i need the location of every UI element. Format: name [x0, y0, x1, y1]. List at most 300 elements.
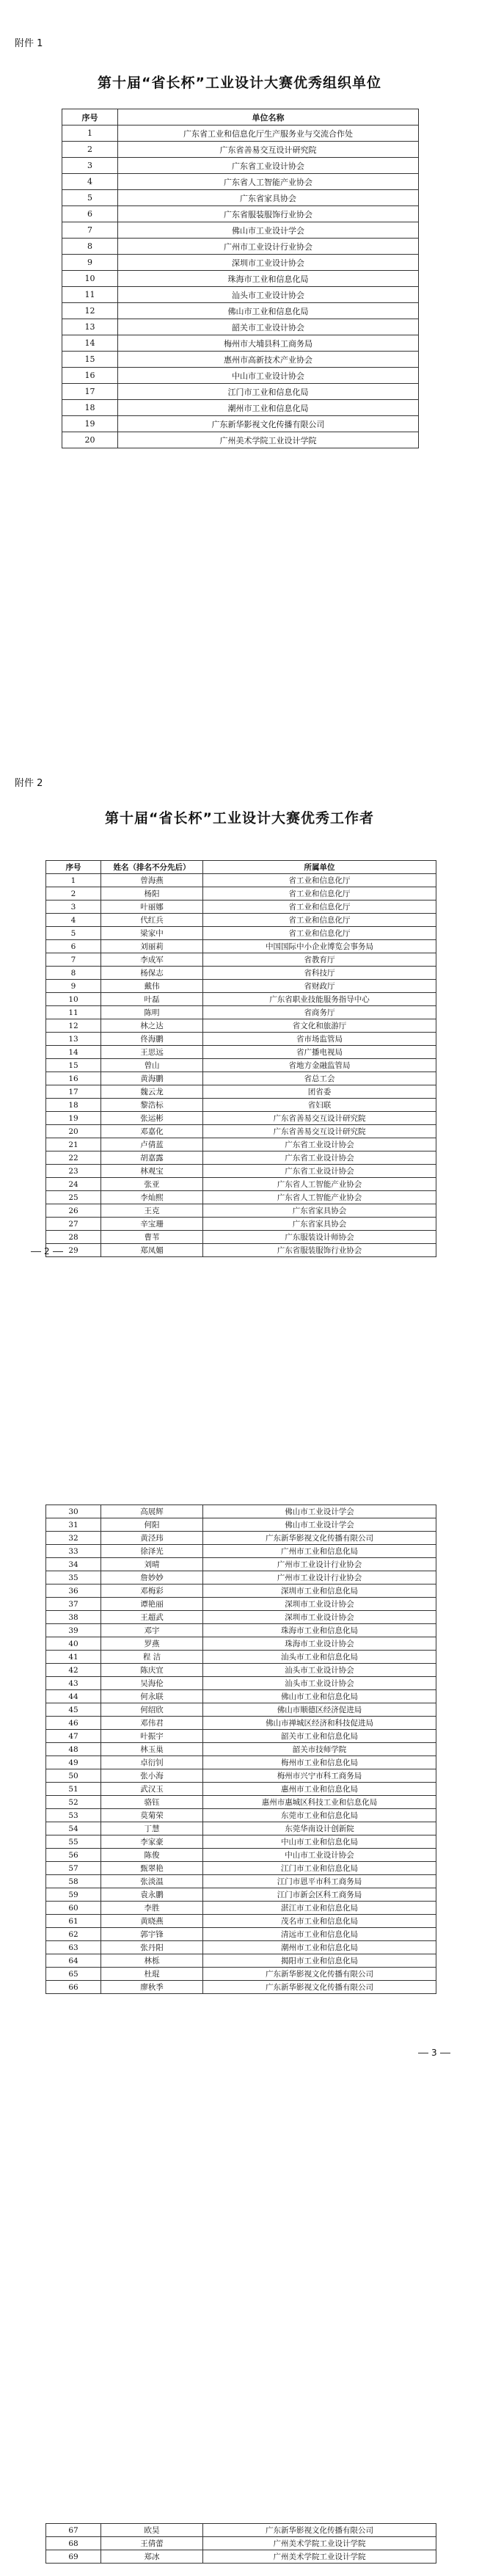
table-row [46, 1796, 436, 1809]
cell-index: 63 [46, 1941, 101, 1954]
cell-affiliation: 惠州市工业和信息化局 [203, 1783, 436, 1796]
table-row [46, 1888, 436, 1902]
cell-name: 何绍欣 [101, 1703, 203, 1717]
table-row [46, 953, 436, 967]
cell-affiliation: 省市场监管局 [203, 1033, 436, 1046]
table-row [46, 1756, 436, 1769]
cell-name: 黄泾玮 [101, 1532, 203, 1545]
table-row [62, 432, 419, 448]
table-row [46, 1717, 436, 1730]
cell-name: 陈庆宜 [101, 1664, 203, 1677]
table-row [62, 190, 419, 206]
cell-affiliation: 潮州市工业和信息化局 [203, 1941, 436, 1954]
table-row [46, 1598, 436, 1611]
cell-index: 19 [46, 1112, 101, 1125]
cell-affiliation: 广州市工业和信息化局 [203, 1545, 436, 1558]
cell-index: 50 [46, 1769, 101, 1783]
cell-index: 30 [46, 1505, 101, 1518]
cell-name: 王克 [101, 1204, 203, 1218]
cell-index: 32 [46, 1532, 101, 1545]
cell-index: 6 [62, 206, 118, 222]
cell-name: 曾海燕 [101, 874, 203, 887]
table-row [46, 1611, 436, 1624]
cell-index: 66 [46, 1981, 101, 1994]
table-row [46, 1178, 436, 1191]
cell-index: 20 [46, 1125, 101, 1138]
cell-organization: 汕头市工业设计协会 [118, 287, 419, 303]
attachment-2-label: 附件 2 [15, 778, 43, 789]
cell-index: 57 [46, 1862, 101, 1875]
cell-affiliation: 揭阳市工业和信息化局 [203, 1954, 436, 1968]
table-row [62, 206, 419, 222]
cell-name: 邓嘉化 [101, 1125, 203, 1138]
cell-name: 李家豪 [101, 1835, 203, 1849]
cell-name: 詹妙妙 [101, 1571, 203, 1584]
cell-name: 李胜 [101, 1902, 203, 1915]
cell-organization: 深圳市工业设计协会 [118, 255, 419, 271]
table-row [46, 1664, 436, 1677]
cell-organization: 广东省工业设计协会 [118, 158, 419, 174]
organizations-table [62, 109, 419, 448]
cell-affiliation: 江门市新会区科工商务局 [203, 1888, 436, 1902]
cell-organization: 潮州市工业和信息化局 [118, 400, 419, 416]
cell-name: 黄晓燕 [101, 1915, 203, 1928]
table-row [46, 2524, 436, 2537]
cell-index: 69 [46, 2550, 101, 2564]
cell-affiliation: 珠海市工业和信息化局 [203, 1624, 436, 1637]
table-row [46, 993, 436, 1006]
cell-affiliation: 佛山市工业设计学会 [203, 1505, 436, 1518]
cell-name: 吴海伦 [101, 1677, 203, 1690]
table-row [46, 1231, 436, 1244]
cell-index: 47 [46, 1730, 101, 1743]
cell-affiliation: 省广播电视局 [203, 1046, 436, 1059]
cell-affiliation: 广东省工业设计协会 [203, 1138, 436, 1151]
cell-name: 辛宝珊 [101, 1218, 203, 1231]
cell-affiliation: 江门市恩平市科工商务局 [203, 1875, 436, 1888]
cell-index: 24 [46, 1178, 101, 1191]
table-row [46, 1006, 436, 1019]
table-row [46, 2537, 436, 2550]
cell-name: 李灿熙 [101, 1191, 203, 1204]
cell-name: 廖秋季 [101, 1981, 203, 1994]
table-row [46, 1677, 436, 1690]
cell-affiliation: 广东省人工智能产业协会 [203, 1191, 436, 1204]
cell-organization: 广东省服装服饰行业协会 [118, 206, 419, 222]
table-row [46, 1218, 436, 1231]
cell-index: 14 [46, 1046, 101, 1059]
table-row [46, 1783, 436, 1796]
header-affiliation: 所属单位 [203, 861, 436, 874]
cell-index: 10 [62, 271, 118, 287]
table-row [62, 142, 419, 158]
cell-name: 陈俊 [101, 1849, 203, 1862]
cell-index: 56 [46, 1849, 101, 1862]
cell-index: 40 [46, 1637, 101, 1651]
cell-name: 卓衍钊 [101, 1756, 203, 1769]
cell-index: 26 [46, 1204, 101, 1218]
cell-affiliation: 茂名市工业和信息化局 [203, 1915, 436, 1928]
cell-index: 5 [46, 927, 101, 940]
cell-affiliation: 广东省家具协会 [203, 1218, 436, 1231]
cell-affiliation: 广东新华影视文化传播有限公司 [203, 1968, 436, 1981]
cell-name: 张淡温 [101, 1875, 203, 1888]
table-row [46, 1862, 436, 1875]
table-row [62, 174, 419, 190]
cell-index: 59 [46, 1888, 101, 1902]
cell-name: 邓宇 [101, 1624, 203, 1637]
cell-name: 徐泽光 [101, 1545, 203, 1558]
workers-table-page-3 [45, 2523, 436, 2564]
cell-organization: 广东省善易交互设计研究院 [118, 142, 419, 158]
cell-affiliation: 梅州市兴宁市科工商务局 [203, 1769, 436, 1783]
header-index: 序号 [62, 109, 118, 125]
cell-affiliation: 广东省善易交互设计研究院 [203, 1125, 436, 1138]
cell-affiliation: 梅州市工业和信息化局 [203, 1756, 436, 1769]
table-row [62, 352, 419, 368]
cell-affiliation: 汕头市工业设计协会 [203, 1664, 436, 1677]
cell-organization: 惠州市高新技术产业协会 [118, 352, 419, 368]
table-row [46, 1112, 436, 1125]
table-row [46, 1809, 436, 1822]
cell-name: 郑凤媚 [101, 1244, 203, 1257]
cell-index: 14 [62, 335, 118, 352]
cell-index: 17 [46, 1085, 101, 1099]
cell-name: 谭艳丽 [101, 1598, 203, 1611]
cell-index: 8 [62, 239, 118, 255]
cell-name: 罗燕 [101, 1637, 203, 1651]
table-row [46, 1151, 436, 1165]
cell-index: 67 [46, 2524, 101, 2537]
table-row [62, 303, 419, 319]
cell-index: 62 [46, 1928, 101, 1941]
table-row [62, 384, 419, 400]
cell-affiliation: 东莞市工业和信息化局 [203, 1809, 436, 1822]
cell-affiliation: 广州美术学院工业设计学院 [203, 2550, 436, 2564]
cell-index: 54 [46, 1822, 101, 1835]
cell-index: 41 [46, 1651, 101, 1664]
cell-index: 61 [46, 1915, 101, 1928]
cell-index: 33 [46, 1545, 101, 1558]
cell-organization: 梅州市大埔县科工商务局 [118, 335, 419, 352]
cell-affiliation: 广东新华影视文化传播有限公司 [203, 1532, 436, 1545]
cell-affiliation: 省教育厅 [203, 953, 436, 967]
table-row [46, 1730, 436, 1743]
cell-name: 叶丽娜 [101, 900, 203, 914]
cell-organization: 珠海市工业和信息化局 [118, 271, 419, 287]
table-row [46, 1624, 436, 1637]
cell-affiliation: 中山市工业和信息化局 [203, 1835, 436, 1849]
cell-index: 18 [62, 400, 118, 416]
cell-name: 黄海鹏 [101, 1072, 203, 1085]
cell-index: 13 [62, 319, 118, 335]
cell-index: 18 [46, 1099, 101, 1112]
cell-index: 19 [62, 416, 118, 432]
table-row [46, 1125, 436, 1138]
cell-name: 武汉玉 [101, 1783, 203, 1796]
cell-name: 梁家中 [101, 927, 203, 940]
table-row [62, 368, 419, 384]
cell-affiliation: 江门市工业和信息化局 [203, 1862, 436, 1875]
table-row [62, 271, 419, 287]
header-name: 姓名（排名不分先后） [101, 861, 203, 874]
cell-index: 37 [46, 1598, 101, 1611]
cell-affiliation: 广东新华影视文化传播有限公司 [203, 1981, 436, 1994]
cell-name: 佟海鹏 [101, 1033, 203, 1046]
cell-name: 戴伟 [101, 980, 203, 993]
cell-name: 邓伟君 [101, 1717, 203, 1730]
cell-index: 44 [46, 1690, 101, 1703]
cell-index: 17 [62, 384, 118, 400]
cell-affiliation: 惠州市惠城区科技工业和信息化局 [203, 1796, 436, 1809]
cell-affiliation: 广州市工业设计行业协会 [203, 1558, 436, 1571]
table-row [46, 1505, 436, 1518]
cell-name: 高展辉 [101, 1505, 203, 1518]
cell-index: 53 [46, 1809, 101, 1822]
cell-index: 8 [46, 967, 101, 980]
cell-index: 7 [46, 953, 101, 967]
cell-name: 何阳 [101, 1518, 203, 1532]
table-row [46, 1941, 436, 1954]
award-organizations-title: 第十届“省长杯”工业设计大赛优秀组织单位 [98, 75, 381, 91]
table-row [46, 1099, 436, 1112]
cell-affiliation: 中山市工业设计协会 [203, 1849, 436, 1862]
cell-name: 曾山 [101, 1059, 203, 1072]
table-row [62, 222, 419, 239]
workers-table-page-1 [45, 860, 436, 1257]
cell-name: 何永联 [101, 1690, 203, 1703]
cell-name: 程 洁 [101, 1651, 203, 1664]
cell-index: 34 [46, 1558, 101, 1571]
cell-name: 甄翠艳 [101, 1862, 203, 1875]
cell-affiliation: 省妇联 [203, 1099, 436, 1112]
cell-affiliation: 广东新华影视文化传播有限公司 [203, 2524, 436, 2537]
table-row [62, 125, 419, 142]
table-row [46, 1902, 436, 1915]
table-row [62, 287, 419, 303]
cell-name: 袁永鹏 [101, 1888, 203, 1902]
table-row [46, 1849, 436, 1862]
table-row [46, 1019, 436, 1033]
cell-affiliation: 汕头市工业设计协会 [203, 1677, 436, 1690]
cell-affiliation: 湛江市工业和信息化局 [203, 1902, 436, 1915]
cell-affiliation: 韶关市技师学院 [203, 1743, 436, 1756]
cell-index: 55 [46, 1835, 101, 1849]
cell-organization: 佛山市工业和信息化局 [118, 303, 419, 319]
cell-index: 27 [46, 1218, 101, 1231]
cell-affiliation: 广东省职业技能服务指导中心 [203, 993, 436, 1006]
cell-affiliation: 中国国际中小企业博览会事务局 [203, 940, 436, 953]
cell-index: 1 [62, 125, 118, 142]
cell-organization: 江门市工业和信息化局 [118, 384, 419, 400]
table-row [46, 887, 436, 900]
cell-name: 胡嘉露 [101, 1151, 203, 1165]
cell-index: 4 [46, 914, 101, 927]
header-index: 序号 [46, 861, 101, 874]
cell-index: 16 [46, 1072, 101, 1085]
cell-index: 49 [46, 1756, 101, 1769]
cell-organization: 韶关市工业设计协会 [118, 319, 419, 335]
cell-index: 48 [46, 1743, 101, 1756]
cell-name: 张丹阳 [101, 1941, 203, 1954]
cell-index: 10 [46, 993, 101, 1006]
cell-affiliation: 省工业和信息化厅 [203, 887, 436, 900]
cell-name: 张运彬 [101, 1112, 203, 1125]
cell-affiliation: 广州市工业设计行业协会 [203, 1571, 436, 1584]
cell-affiliation: 深圳市工业设计协会 [203, 1598, 436, 1611]
cell-name: 张小海 [101, 1769, 203, 1783]
cell-index: 29 [46, 1244, 101, 1257]
cell-organization: 广东省工业和信息化厅生产服务业与交流合作处 [118, 125, 419, 142]
table-row [46, 1532, 436, 1545]
cell-index: 3 [46, 900, 101, 914]
cell-index: 16 [62, 368, 118, 384]
cell-name: 王倩蕾 [101, 2537, 203, 2550]
table-row [62, 158, 419, 174]
cell-index: 31 [46, 1518, 101, 1532]
cell-organization: 广东省家具协会 [118, 190, 419, 206]
cell-name: 叶磊 [101, 993, 203, 1006]
table-row [46, 1072, 436, 1085]
table-row [46, 1743, 436, 1756]
cell-name: 林之达 [101, 1019, 203, 1033]
cell-affiliation: 佛山市顺德区经济促进局 [203, 1703, 436, 1717]
table-row [46, 914, 436, 927]
cell-affiliation: 佛山市工业和信息化局 [203, 1690, 436, 1703]
cell-index: 25 [46, 1191, 101, 1204]
cell-name: 邓梅彩 [101, 1584, 203, 1598]
cell-affiliation: 省工业和信息化厅 [203, 927, 436, 940]
cell-index: 68 [46, 2537, 101, 2550]
header-organization: 单位名称 [118, 109, 419, 125]
cell-name: 骆钰 [101, 1796, 203, 1809]
table-row [62, 319, 419, 335]
cell-affiliation: 广东省人工智能产业协会 [203, 1178, 436, 1191]
cell-affiliation: 清远市工业和信息化局 [203, 1928, 436, 1941]
table-row [46, 1651, 436, 1664]
cell-index: 51 [46, 1783, 101, 1796]
outstanding-workers-title: 第十届“省长杯”工业设计大赛优秀工作者 [105, 810, 374, 826]
cell-affiliation: 广东省服装服饰行业协会 [203, 1244, 436, 1257]
cell-affiliation: 省地方金融监管局 [203, 1059, 436, 1072]
cell-affiliation: 韶关市工业和信息化局 [203, 1730, 436, 1743]
cell-index: 22 [46, 1151, 101, 1165]
attachment-1-label: 附件 1 [15, 38, 43, 49]
table-row [46, 1138, 436, 1151]
cell-index: 60 [46, 1902, 101, 1915]
cell-name: 刘丽莉 [101, 940, 203, 953]
cell-index: 38 [46, 1611, 101, 1624]
table-row [62, 416, 419, 432]
table-row [46, 900, 436, 914]
cell-affiliation: 省财政厅 [203, 980, 436, 993]
cell-name: 李成军 [101, 953, 203, 967]
cell-affiliation: 省工业和信息化厅 [203, 874, 436, 887]
table-row [46, 1518, 436, 1532]
cell-affiliation: 省科技厅 [203, 967, 436, 980]
cell-affiliation: 深圳市工业和信息化局 [203, 1584, 436, 1598]
table-row [46, 1204, 436, 1218]
cell-affiliation: 省总工会 [203, 1072, 436, 1085]
cell-name: 黎浩标 [101, 1099, 203, 1112]
cell-organization: 广州美术学院工业设计学院 [118, 432, 419, 448]
cell-affiliation: 广东服装设计师协会 [203, 1231, 436, 1244]
cell-affiliation: 广东省家具协会 [203, 1204, 436, 1218]
cell-index: 45 [46, 1703, 101, 1717]
table-row [46, 1928, 436, 1941]
table-row [46, 1968, 436, 1981]
table-row [46, 1769, 436, 1783]
cell-organization: 佛山市工业设计学会 [118, 222, 419, 239]
cell-index: 13 [46, 1033, 101, 1046]
cell-name: 林观宝 [101, 1165, 203, 1178]
cell-name: 王超武 [101, 1611, 203, 1624]
cell-name: 丁慧 [101, 1822, 203, 1835]
table-row [46, 1046, 436, 1059]
table-row [46, 1085, 436, 1099]
cell-index: 15 [46, 1059, 101, 1072]
table-row [46, 967, 436, 980]
cell-index: 12 [46, 1019, 101, 1033]
cell-index: 65 [46, 1968, 101, 1981]
cell-affiliation: 团省委 [203, 1085, 436, 1099]
cell-name: 林栎 [101, 1954, 203, 1968]
cell-name: 杜琨 [101, 1968, 203, 1981]
cell-index: 64 [46, 1954, 101, 1968]
table-row [46, 1191, 436, 1204]
cell-index: 52 [46, 1796, 101, 1809]
table-row [46, 1703, 436, 1717]
table-row [46, 874, 436, 887]
cell-index: 11 [46, 1006, 101, 1019]
cell-name: 郭宇锋 [101, 1928, 203, 1941]
table-row [46, 1165, 436, 1178]
cell-affiliation: 东莞华南设计创新院 [203, 1822, 436, 1835]
cell-organization: 广东新华影视文化传播有限公司 [118, 416, 419, 432]
cell-affiliation: 省商务厅 [203, 1006, 436, 1019]
cell-index: 28 [46, 1231, 101, 1244]
cell-affiliation: 广州美术学院工业设计学院 [203, 2537, 436, 2550]
table-row [46, 1915, 436, 1928]
cell-index: 2 [62, 142, 118, 158]
table-row [62, 400, 419, 416]
cell-name: 张亚 [101, 1178, 203, 1191]
table-row [46, 1059, 436, 1072]
cell-affiliation: 深圳市工业设计协会 [203, 1611, 436, 1624]
workers-table-page-2 [45, 1505, 436, 1994]
cell-name: 杨阳 [101, 887, 203, 900]
cell-index: 6 [46, 940, 101, 953]
cell-index: 5 [62, 190, 118, 206]
cell-index: 23 [46, 1165, 101, 1178]
table-row [46, 927, 436, 940]
table-row [46, 1875, 436, 1888]
cell-index: 11 [62, 287, 118, 303]
table-row [46, 1637, 436, 1651]
table-row [46, 1571, 436, 1584]
cell-index: 21 [46, 1138, 101, 1151]
cell-organization: 中山市工业设计协会 [118, 368, 419, 384]
cell-affiliation: 广东省善易交互设计研究院 [203, 1112, 436, 1125]
cell-index: 9 [62, 255, 118, 271]
cell-name: 卢倩蓝 [101, 1138, 203, 1151]
cell-index: 9 [46, 980, 101, 993]
cell-index: 2 [46, 887, 101, 900]
cell-name: 曹苇 [101, 1231, 203, 1244]
cell-index: 36 [46, 1584, 101, 1598]
cell-name: 陈明 [101, 1006, 203, 1019]
table-row [46, 1835, 436, 1849]
